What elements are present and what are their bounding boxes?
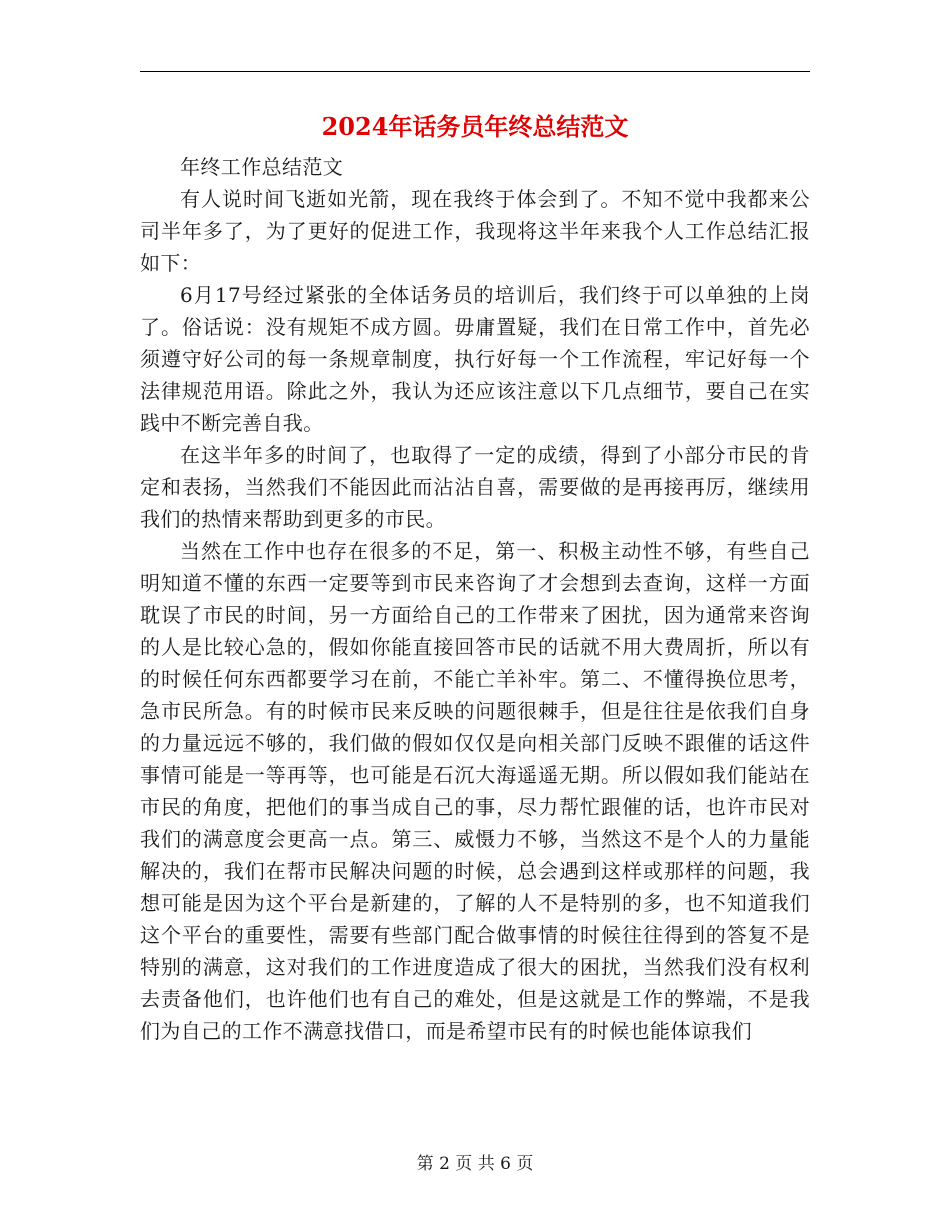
document-title: 2024年话务员年终总结范文	[321, 112, 629, 141]
paragraph-training: 6月17号经过紧张的全体话务员的培训后，我们终于可以单独的上岗了。俗话说：没有规矩不成方圆。毋庸置疑，我们在日常工作中，首先必须遵守好公司的每一条规章制度，执行好每一个工作流程，牢记好每一个法律规范用语。除此之外，我认为还应该注意以下几点细节，要自己在实践中不断完善自我。	[140, 283, 810, 435]
paragraph-intro: 有人说时间飞逝如光箭，现在我终于体会到了。不知不觉中我都来公司半年多了，为了更好的促进工作，我现将这半年来我个人工作总结汇报如下：	[140, 187, 810, 275]
header-rule	[140, 71, 810, 72]
document-body	[140, 151, 810, 1047]
paragraph-shortcomings: 当然在工作中也存在很多的不足，第一、积极主动性不够，有些自己明知道不懂的东西一定要等到市民来咨询了才会想到去查询，这样一方面耽误了市民的时间，另一方面给自己的工作带来了困扰，因为通常来咨询的人是比较心急的，假如你能直接回答市民的话就不用大费周折，所以有的时候任何东西都要学习在前，不能亡羊补牢。第二、不懂得换位思考，急市民所急。有的时候市民来反映的问题很棘手，但是往往是依我们自身的力量远远不够的，我们做的假如仅仅是向相关部门反映不跟催的话这件事情可能是一等再等，也可能是石沉大海遥遥无期。所以假如我们能站在市民的角度，把他们的事当成自己的事，尽力帮忙跟催的话，也许市民对我们的满意度会更高一点。第三、威慑力不够，当然这不是个人的力量能解决的，我们在帮市民解决问题的时候，总会遇到这样或那样的问题，我想可能是因为这个平台是新建的，了解的人不是特别的多，也不知道我们这个平台的重要性，需要有些部门配合做事情的时候往往得到的答复不是特别的满意，这对我们的工作进度造成了很大的困扰，当然我们没有权利去责备他们，也许他们也有自己的难处，但是这就是工作的弊端，不是我们为自己的工作不满意找借口，而是希望市民有的时候也能体谅我们	[140, 539, 810, 1043]
paragraph-achievements: 在这半年多的时间了，也取得了一定的成绩，得到了小部分市民的肯定和表扬，当然我们不能因此而沾沾自喜，需要做的是再接再厉，继续用我们的热情来帮助到更多的市民。	[140, 443, 810, 531]
page-number-footer: 第 2 页 共 6 页	[416, 1154, 534, 1174]
paragraph-subtitle: 年终工作总结范文	[180, 155, 344, 179]
